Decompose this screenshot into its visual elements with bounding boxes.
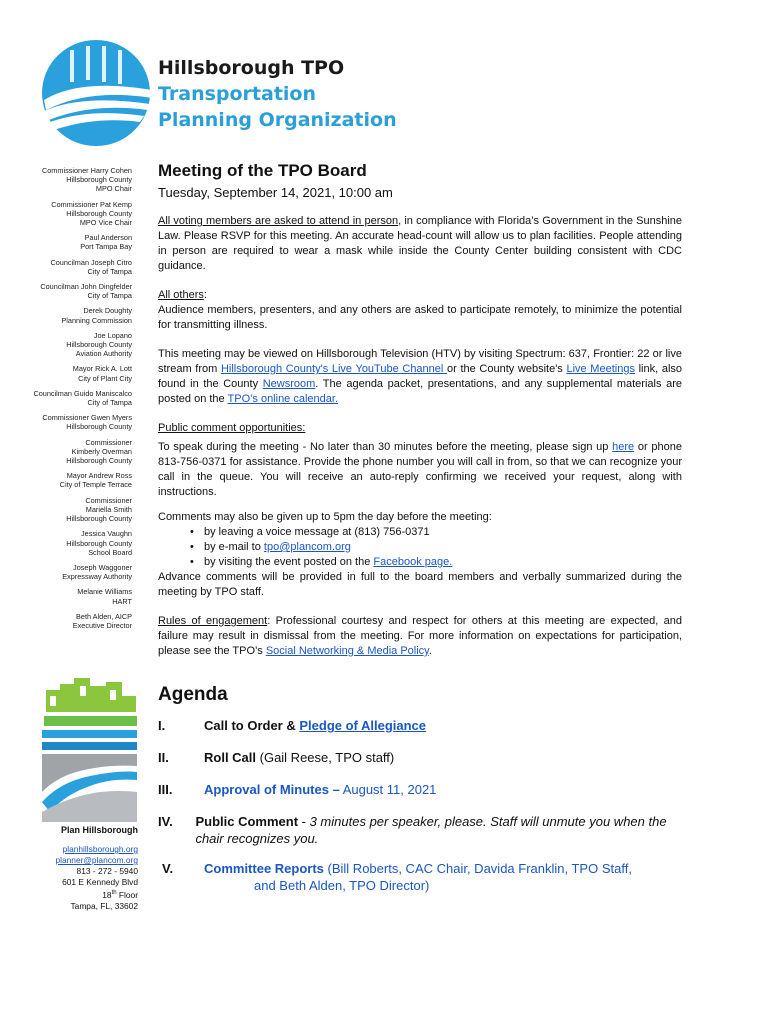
main-content (158, 160, 682, 909)
board-member-line: HART (112, 596, 132, 606)
newsroom-link[interactable]: Newsroom (262, 378, 316, 390)
board-member (20, 413, 132, 431)
tpo-logo (40, 38, 158, 148)
facebook-page-link[interactable]: Facebook page. (373, 556, 453, 568)
board-member (20, 258, 132, 276)
board-member-line: Hillsborough County (66, 538, 132, 548)
board-member-line: Commissioner Harry Cohen (41, 166, 132, 175)
board-member-line: MPO Chair (95, 184, 132, 194)
board-member-line: Councilman John Dingfelder (40, 282, 132, 292)
board-member (20, 587, 132, 605)
board-member-line: Aviation Authority (75, 349, 132, 359)
signup-here-link[interactable]: here (612, 441, 635, 453)
public-comment-heading: Public comment opportunities: (158, 422, 306, 434)
board-member-line: Planning Commission (61, 315, 132, 325)
board-member-line: Councilman Joseph Citro (50, 257, 132, 267)
agenda-item-2: II. Roll Call (Gail Reese, TPO staff) (158, 750, 395, 765)
board-member-line: Joe Lopano (93, 330, 132, 340)
board-member-line: City of Tampa (87, 266, 132, 276)
board-member-line: Mariella Smith (85, 504, 132, 514)
board-member-list (20, 166, 132, 636)
live-meetings-link[interactable]: Live Meetings (566, 363, 635, 375)
board-member-line: Derek Doughty (83, 306, 132, 316)
viewing-paragraph: This meeting may be viewed on Hillsborough Television (HTV) by visiting Spectrum: 637, Frontier: 22 or live stream from Hillsborough County's Live YouTube Channel or the County website's Live Meetings link, also found in the County Newsroom. The agenda packet, presentations, and any supplemental materials are posted on the TPO’s online calendar. (158, 348, 683, 405)
board-member (20, 496, 132, 524)
list-item: • by e-mail to tpo@plancom.org (204, 540, 682, 555)
comments-intro: Comments may also be given up to 5pm the day before the meeting: (158, 511, 492, 523)
board-member-line: Mayor Rick A. Lott (72, 364, 132, 374)
board-member-line: Hillsborough County (66, 514, 132, 524)
youtube-link[interactable]: Hillsborough County's Live YouTube Channel (220, 363, 448, 375)
attendance-paragraph: All voting members are asked to attend in person, in compliance with Florida’s Government in the Sunshine Law. Please RSVP for this meeting. An accurate head-count will allow us to plan facilities. People attending in person are required to wear a mask while inside the County Center building consistent with CDC guidance. (158, 215, 682, 272)
board-member-line: Hillsborough County (66, 422, 132, 432)
board-member-line: City of Plant City (78, 373, 132, 383)
agenda-heading: Agenda (158, 684, 228, 705)
tpo-email-link[interactable]: tpo@plancom.org (263, 541, 351, 553)
contact-name: Plan Hillsborough (60, 825, 138, 835)
board-member-line: School Board (88, 547, 132, 557)
board-member (20, 306, 132, 324)
board-member (20, 331, 132, 359)
board-member-line: Commissioner Gwen Myers (42, 413, 132, 423)
org-line-2: Transportation (158, 83, 317, 105)
board-member-line: Melanie Williams (77, 587, 132, 597)
comment-options-list (158, 525, 682, 570)
list-item: • by leaving a voice message at (813) 756-0371 (204, 525, 682, 540)
board-member-line: Mayor Andrew Ross (66, 471, 132, 481)
advance-comments-paragraph: Advance comments will be provided in full to the board members and verbally summarized during the meeting by TPO staff. (158, 571, 682, 598)
board-member-line: Hillsborough County (66, 175, 132, 185)
board-member (20, 563, 132, 581)
board-member (20, 389, 132, 407)
meeting-title: Meeting of the TPO Board (158, 161, 367, 180)
social-media-policy-link[interactable]: Social Networking & Media Policy (265, 645, 429, 657)
board-member (20, 282, 132, 300)
board-member-line: Joseph Waggoner (73, 562, 132, 572)
org-name (158, 55, 397, 133)
contact-floor: 18th Floor (102, 889, 138, 900)
board-member (20, 166, 132, 194)
contact-address: 601 E Kennedy Blvd (62, 877, 138, 887)
board-member-line: MPO Vice Chair (79, 218, 132, 228)
board-member-line: Paul Anderson (84, 233, 132, 243)
board-member-line: Commissioner Pat Kemp (51, 199, 132, 209)
org-line-1: Hillsborough TPO (158, 57, 345, 79)
board-member (20, 612, 132, 630)
board-member-line: City of Tampa (87, 398, 132, 408)
board-member-line: Councilman Guido Maniscalco (33, 388, 132, 398)
agenda-item-1: I. Call to Order & Pledge of Allegiance (158, 718, 427, 733)
board-member (20, 200, 132, 228)
contact-city: Tampa, FL, 33602 (70, 900, 138, 911)
board-member-line: Hillsborough County (66, 208, 132, 218)
board-member (20, 529, 132, 557)
org-line-3: Planning Organization (158, 109, 397, 131)
board-member (20, 471, 132, 489)
meeting-date: Tuesday, September 14, 2021, 10:00 am (158, 185, 393, 200)
board-member-line: Commissioner (85, 495, 132, 505)
board-member-line: City of Temple Terrace (59, 480, 132, 490)
others-paragraph: All others: Audience members, presenters, and any others are asked to participate remotely, to minimize the potential for transmitting illness. (158, 289, 682, 331)
board-member-line: Hillsborough County (66, 340, 132, 350)
board-member-line: Beth Alden, AICP (76, 611, 132, 621)
website-link[interactable]: planhillsborough.org (62, 844, 138, 854)
board-member (20, 438, 132, 466)
agenda-item-5: V. Committee Reports (Bill Roberts, CAC Chair, Davida Franklin, TPO Staff, and Beth Alden, TPO Director) (162, 861, 632, 893)
board-member (20, 233, 132, 251)
agenda-item-4: IV. Public Comment - 3 minutes per speaker, please. Staff will unmute you when the chair recognizes you. (158, 814, 667, 846)
contact-phone: 813 - 272 - 5940 (76, 866, 138, 876)
board-member-line: Hillsborough County (66, 456, 132, 466)
board-member-line: Expressway Authority (62, 572, 132, 582)
board-member-line: Jessica Vaughn (81, 529, 132, 539)
rules-paragraph: Rules of engagement: Professional courtesy and respect for others at this meeting are expected, and failure may result in dismissal from the meeting. For more information on expectations for participation, please see the TPO’s Social Networking & Media Policy. (158, 615, 682, 657)
email-link[interactable]: planner@plancom.org (55, 855, 138, 865)
public-comment-paragraph: To speak during the meeting - No later than 30 minutes before the meeting, please sign up here or phone 813-756-0371 for assistance. Provide the phone number you will call in from, so that we can recognize your call in the queue. You will receive an auto-reply confirming we received your request, along with instructions. (158, 441, 682, 498)
board-member-line: City of Tampa (87, 291, 132, 301)
contact-block (20, 825, 138, 912)
board-member-line: Commissioner (85, 437, 132, 447)
board-member-line: Executive Director (72, 620, 132, 630)
board-member-line: Kimberly Overman (71, 446, 132, 456)
plan-hillsborough-graphic (40, 672, 137, 822)
board-member-line: Port Tampa Bay (80, 242, 132, 252)
online-calendar-link[interactable]: TPO’s online calendar. (227, 393, 339, 405)
list-item: • by visiting the event posted on the Facebook page. (204, 555, 682, 570)
pledge-link[interactable]: Pledge of Allegiance (299, 718, 427, 733)
agenda-item-3: III. Approval of Minutes – August 11, 2021 (158, 782, 437, 797)
board-member (20, 364, 132, 382)
